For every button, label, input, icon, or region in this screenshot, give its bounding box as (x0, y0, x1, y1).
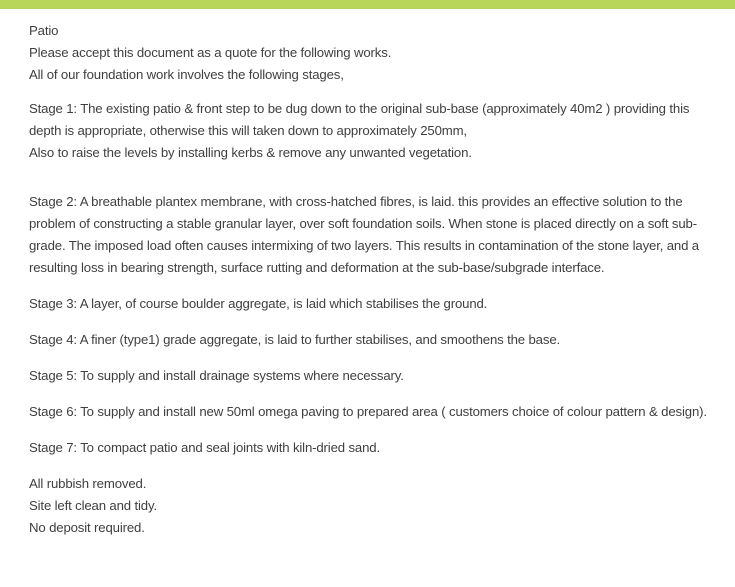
closing-line-2: Site left clean and tidy. (29, 498, 157, 513)
stage-5: Stage 5: To supply and install drainage systems where necessary. (29, 368, 404, 383)
quote-document (29, 20, 709, 539)
closing-line-1: All rubbish removed. (29, 476, 147, 491)
stage-2-line-2: problem of constructing a stable granular layer, over soft foundation soils. When stone is placed directly on a soft sub- (29, 216, 697, 231)
stage-2-line-3: grade. The imposed load often causes intermixing of two layers. This results in contamination of the stone layer, and a (29, 238, 699, 253)
stage-1-line-2: depth is appropriate, otherwise this will taken down to approximately 250mm, (29, 123, 467, 138)
stage-3: Stage 3: A layer, of course boulder aggregate, is laid which stabilises the ground. (29, 296, 488, 311)
stage-1-line-1: Stage 1: The existing patio & front step to be dug down to the original sub-base (approximately 40m2 ) providing this (29, 101, 690, 116)
stage-2-line-1: Stage 2: A breathable plantex membrane, with cross-hatched fibres, is laid. this provides an effective solution to the (29, 194, 683, 209)
stage-7: Stage 7: To compact patio and seal joints with kiln-dried sand. (29, 440, 380, 455)
stage-4: Stage 4: A finer (type1) grade aggregate, is laid to further stabilises, and smoothens the base. (29, 332, 561, 347)
intro-line-1: Please accept this document as a quote for the following works. (29, 45, 392, 60)
stage-1-line-3: Also to raise the levels by installing kerbs & remove any unwanted vegetation. (29, 145, 472, 160)
top-accent-bar (0, 0, 735, 9)
intro-line-2: All of our foundation work involves the following stages, (29, 67, 344, 82)
stage-6: Stage 6: To supply and install new 50ml omega paving to prepared area ( customers choice of colour pattern & design). (29, 404, 707, 419)
document-title: Patio (29, 23, 59, 38)
closing-line-3: No deposit required. (29, 520, 145, 535)
stage-2-line-4: resulting loss in bearing strength, surface rutting and deformation at the sub-base/subgrade interface. (29, 260, 605, 275)
